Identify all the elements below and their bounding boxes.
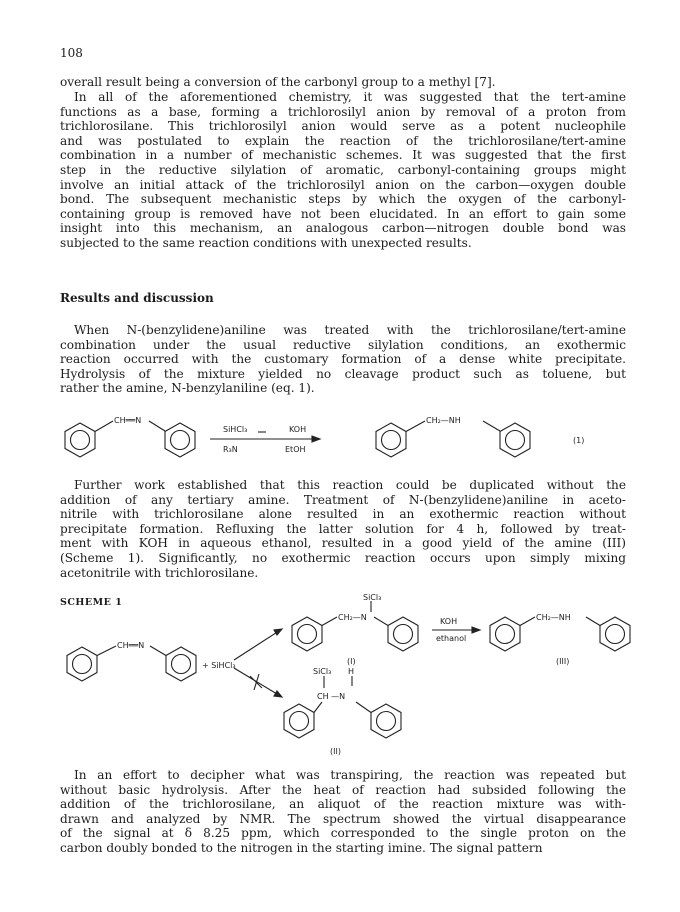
text-line: step in the reductive silylation of aromatic, carbonyl-containing groups might (60, 162, 626, 177)
aromatic-circle (298, 625, 317, 644)
text-line: overall result being a conversion of the carbonyl group to a methyl [7]. (60, 75, 496, 89)
text-line: subjected to the same reaction conditions with unexpected results. (60, 235, 472, 250)
text-line: reaction occurred with the customary formation of a dense white precipitate. (60, 352, 626, 367)
aromatic-circle (172, 655, 191, 674)
text-line: involve an initial attack of the trichlorosilyl anion on the carbon—oxygen double (60, 177, 626, 192)
trichlorosilane-label: + SiHCl₃ (202, 661, 236, 670)
aromatic-circle (606, 625, 625, 644)
silyl-label-I: SiCl₃ (363, 593, 382, 602)
text-line: In an effort to decipher what was transpiring, the reaction was repeated but (74, 768, 626, 782)
text-line: addition of any tertiary amine. Treatment of N-(benzylidene)aniline in aceto- (60, 492, 626, 507)
text-line: Further work established that this reaction could be duplicated without the (74, 478, 626, 492)
text-line: functions as a base, forming a trichlorosilyl anion by removal of a proton from (60, 104, 626, 119)
benzene-ring (371, 704, 401, 738)
aromatic-circle (73, 655, 92, 674)
koh-label: KOH (440, 617, 458, 626)
reagent-label: SiHCl₃ (223, 425, 248, 434)
compound-I-group: CH₂—N (338, 613, 367, 622)
amine-group-label: CH₂—NH (426, 416, 461, 425)
compound-I-label: (I) (347, 657, 356, 666)
imine-group-label: CH══N (117, 641, 145, 650)
compound-III-group: CH₂—NH (536, 613, 571, 622)
imine-group-label: CH══N (114, 416, 142, 425)
text-line: When N-(benzylidene)aniline was treated with the trichlorosilane/tert-amine (74, 323, 626, 337)
benzene-ring (166, 647, 196, 681)
benzene-ring (388, 617, 418, 651)
hydrolysis-reagent-label: KOH (289, 425, 307, 434)
benzene-ring (284, 704, 314, 738)
text-line: of the signal at δ 8.25 ppm, which corresponded to the single proton on the (60, 826, 626, 841)
text-line: insight into this mechanism, an analogous carbon—nitrogen double bond was (60, 221, 626, 236)
benzene-ring (67, 647, 97, 681)
equation-number: (1) (573, 436, 585, 445)
text-line: combination in a number of mechanistic schemes. It was suggested that the first (60, 148, 626, 163)
text-line: without basic hydrolysis. After the heat of reaction had subsided following the (60, 782, 626, 797)
text-line: Hydrolysis of the mixture yielded no cleavage product such as toluene, but (60, 366, 626, 381)
text-line: ment with KOH in aqueous ethanol, resulted in a good yield of the amine (III) (60, 536, 626, 551)
text-line: addition of the trichlorosilane, an aliquot of the reaction mixture was with- (60, 797, 626, 812)
text-line: and was postulated to explain the reaction of the trichlorosilane/tert-amine (60, 133, 626, 148)
text-line: rather the amine, N-benzylaniline (eq. 1). (60, 381, 315, 396)
compound-II-label: (II) (330, 747, 341, 756)
ethanol-label: ethanol (436, 634, 467, 643)
hydrogen-label-II: H (348, 667, 355, 676)
benzene-ring (292, 617, 322, 651)
text-line: precipitate formation. Refluxing the latter solution for 4 h, followed by treat- (60, 521, 626, 536)
text-line: containing group is removed have not been elucidated. In an effort to gain some (60, 206, 626, 221)
text-line: In all of the aforementioned chemistry, it was suggested that the tert-amine (74, 90, 626, 104)
aromatic-circle (377, 712, 396, 731)
compound-II-group: CH —N (317, 692, 346, 701)
paragraph-nmr (60, 768, 626, 856)
solvent-label: EtOH (285, 445, 306, 454)
aromatic-circle (394, 625, 413, 644)
scheme-label: SCHEME 1 (60, 597, 123, 608)
aromatic-circle (290, 712, 309, 731)
text-line: carbon doubly bonded to the nitrogen in the starting imine. The signal pattern (60, 840, 543, 855)
benzene-ring (490, 617, 520, 651)
section-heading: Results and discussion (60, 291, 214, 305)
text-line: (Scheme 1). Significantly, no exothermic reaction occurs upon simply mixing (60, 550, 626, 565)
text-line: bond. The subsequent mechanistic steps by which the oxygen of the carbonyl- (60, 192, 626, 207)
text-line: acetonitrile with trichlorosilane. (60, 565, 259, 580)
arrow-to-I (234, 629, 282, 660)
benzene-ring (600, 617, 630, 651)
silyl-label-II: SiCl₃ (313, 667, 332, 676)
arrow-to-II-blocked (234, 668, 282, 697)
text-line: drawn and analyzed by NMR. The spectrum showed the virtual disappearance (60, 811, 626, 826)
compound-III-label: (III) (556, 657, 570, 666)
text-line: trichlorosilane. This trichlorosilyl anion would serve as a potent nucleophile (60, 119, 626, 134)
text-line: combination under the usual reductive silylation conditions, an exothermic (60, 337, 626, 352)
text-line: nitrile with trichlorosilane alone resulted in an exothermic reaction without (60, 507, 626, 522)
aromatic-circle (496, 625, 515, 644)
page-number: 108 (60, 46, 83, 60)
amine-reagent-label: R₃N (223, 445, 238, 454)
